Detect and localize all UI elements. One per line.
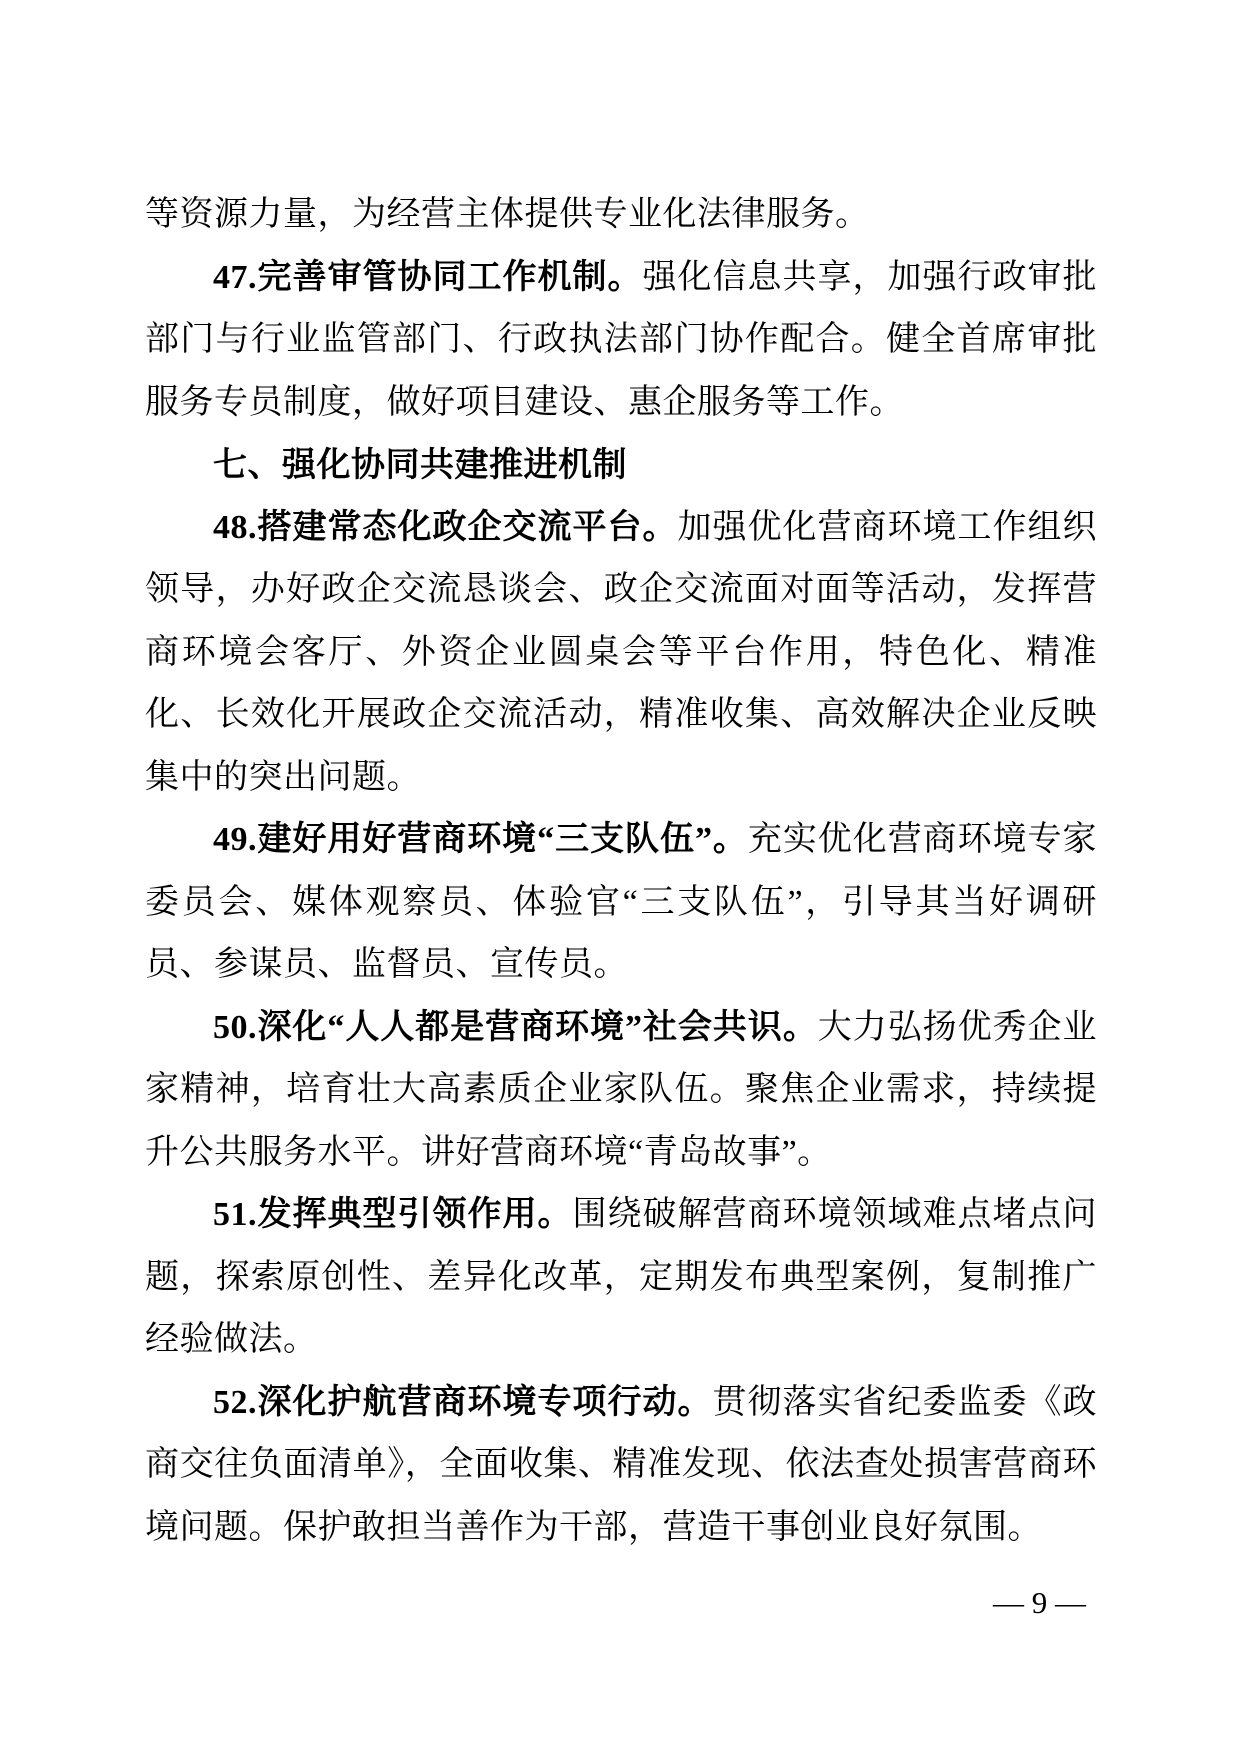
- paragraph-item-52: [145, 1372, 1097, 1560]
- item-47-body: 强化信息共享，加强行政审批部门与行业监管部门、行政执法部门协作配合。健全首席审批服务专员制度，做好项目建设、惠企服务等工作。: [145, 258, 1097, 421]
- paragraph-item-50: [145, 997, 1097, 1185]
- item-52-body: 贯彻落实省纪委监委《政商交往负面清单》，全面收集、精准发现、依法查处损害营商环境问题。保护敢担当善作为干部，营造干事创业良好氛围。: [145, 1383, 1097, 1546]
- item-48-body: 加强优化营商环境工作组织领导，办好政企交流恳谈会、政企交流面对面等活动，发挥营商环境会客厅、外资企业圆桌会等平台作用，特色化、精准化、长效化开展政企交流活动，精准收集、高效解决企业反映集中的突出问题。: [145, 508, 1097, 796]
- paragraph-item-48: [145, 497, 1097, 810]
- paragraph-continuation: 等资源力量，为经营主体提供专业化法律服务。: [145, 196, 870, 233]
- item-48-lead: 48.搭建常态化政企交流平台。: [213, 508, 678, 546]
- item-52-lead: 52.深化护航营商环境专项行动。: [213, 1383, 713, 1421]
- item-50-body: 大力弘扬优秀企业家精神，培育壮大高素质企业家队伍。聚焦企业需求，持续提升公共服务水平。讲好营商环境“青岛故事”。: [145, 1008, 1098, 1171]
- paragraph-item-51: [145, 1184, 1097, 1372]
- item-49-body: 充实优化营商环境专家委员会、媒体观察员、体验官“三支队伍”，引导其当好调研员、参谋员、监督员、宣传员。: [145, 821, 1097, 983]
- item-50-lead: 50.深化“人人都是营商环境”社会共识。: [213, 1008, 818, 1046]
- paragraph-item-47: [145, 247, 1097, 435]
- paragraph-item-49: [145, 809, 1097, 997]
- item-51-body: 围绕破解营商环境领域难点堵点问题，探索原创性、差异化改革，定期发布典型案例，复制推广经验做法。: [145, 1196, 1097, 1358]
- document-body: [145, 184, 1097, 1559]
- item-51-lead: 51.发挥典型引领作用。: [213, 1196, 573, 1233]
- section-heading-7: 七、强化协同共建推进机制: [213, 446, 627, 484]
- page-number: — 9 —: [993, 1585, 1086, 1620]
- item-47-lead: 47.完善审管协同工作机制。: [213, 258, 643, 296]
- item-49-lead: 49.建好用好营商环境“三支队伍”。: [213, 821, 748, 858]
